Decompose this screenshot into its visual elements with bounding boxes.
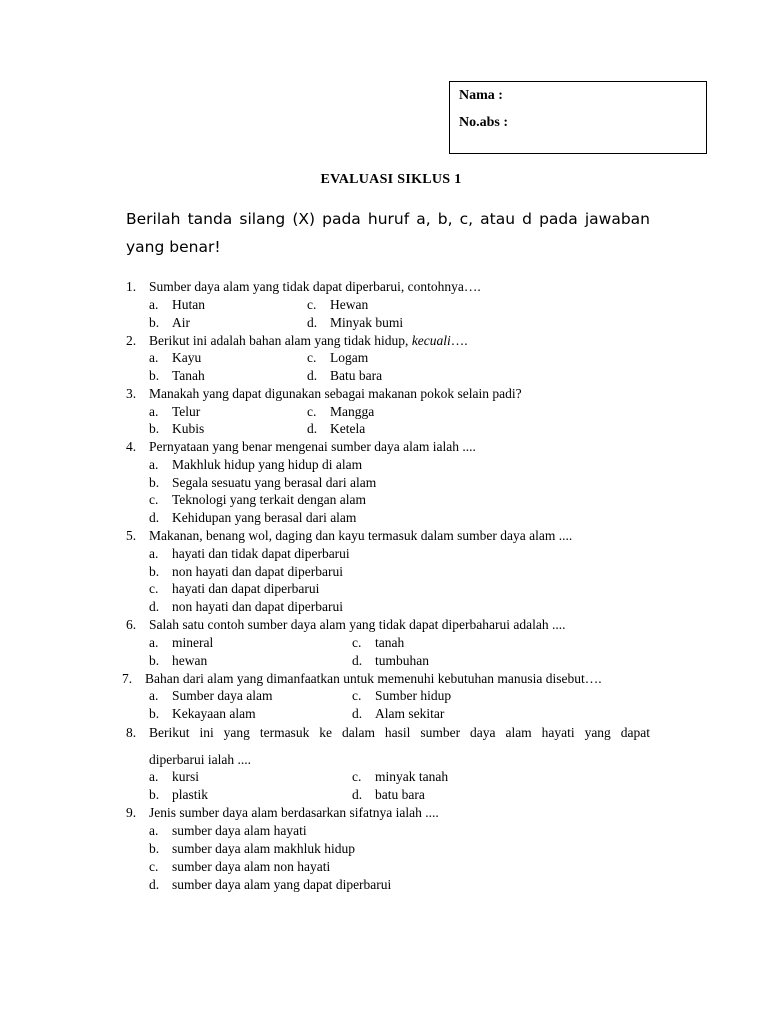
- question-text: Jenis sumber daya alam berdasarkan sifatnya ialah ....: [149, 805, 439, 820]
- question-text: Berikut ini yang termasuk ke dalam hasil sumber daya alam hayati yang dapat: [149, 725, 650, 740]
- question-text: Salah satu contoh sumber daya alam yang tidak dapat diperbaharui adalah ....: [149, 617, 566, 632]
- number-label: No.abs :: [459, 115, 509, 130]
- page-title: EVALUASI SIKLUS 1: [320, 172, 462, 187]
- question-number: 3.: [126, 386, 137, 401]
- question-number: 1.: [126, 279, 137, 294]
- question-text-line2: diperbarui ialah ....: [149, 752, 251, 767]
- question-number: 6.: [126, 617, 137, 632]
- question-text: Berikut ini adalah bahan alam yang tidak hidup, kecuali….: [149, 333, 468, 348]
- emphasis-text: kecuali: [411, 333, 451, 348]
- question-text: Makanan, benang wol, daging dan kayu termasuk dalam sumber daya alam ....: [149, 528, 573, 543]
- question-text: Manakah yang dapat digunakan sebagai makanan pokok selain padi?: [149, 386, 522, 401]
- question-number: 4.: [126, 439, 137, 454]
- question-number: 7.: [122, 671, 133, 686]
- question-text: Bahan dari alam yang dimanfaatkan untuk memenuhi kebutuhan manusia disebut….: [145, 671, 602, 686]
- question-text: Sumber daya alam yang tidak dapat diperbarui, contohnya….: [149, 279, 481, 294]
- question-text: Pernyataan yang benar mengenai sumber daya alam ialah ....: [149, 439, 476, 454]
- instruction-text: Berilah tanda silang (X) pada huruf a, b, c, atau d pada jawaban yang benar!: [126, 210, 650, 256]
- question-number: 5.: [126, 528, 137, 543]
- question-number: 2.: [126, 333, 137, 348]
- question-number: 8.: [126, 725, 137, 740]
- question-number: 9.: [126, 805, 137, 820]
- question-list: 1. Sumber daya alam yang tidak dapat diperbarui, contohnya…. a. Hutan c. Hewan b. Air d. Minyak bumi 2. Berikut ini adalah bahan alam yang tidak hidup, kecuali…. a. Kayu c. Logam b. Tanah d. Batu bara 3. Manakah yang dapat digunakan sebagai makanan pokok selain padi? a. Telur c. Mangga b. Kubis d. Ketela 4. Pernyataan yang benar mengenai sumber daya alam ialah .... a. Makhluk hidup yang hidup di alam b. Segala sesuatu yang berasal dari alam c. Teknologi yang terkait dengan alam d. Kehidupan yang berasal dari alam 5. Makanan, benang wol, daging dan kayu termasuk dalam sumber daya alam .... a. hayati dan tidak dapat diperbarui b. non hayati dan dapat diperbarui c. hayati dan dapat diperbarui d. non hayati dan dapat diperbarui 6. Salah satu contoh sumber daya alam yang tidak dapat diperbaharui adalah .... a. mineral c. tanah b. hewan d. tumbuhan 7. Bahan dari alam yang dimanfaatkan untuk memenuhi kebutuhan manusia disebut…. a. Sumber daya alam c. Sumber hidup b. Kekayaan alam d. Alam sekitar 8. Berikut ini yang termasuk ke dalam hasil sumber daya alam hayati yang dapat diperbarui ialah .... a. kursi c. minyak tanah b. plastik d. batu bara 9. Jenis sumber daya alam berdasarkan sifatnya ialah .... a. sumber daya alam hayati b. sumber daya alam makhluk hidup c. sumber daya alam non hayati d. sumber daya alam yang dapat diperbarui: [122, 279, 650, 892]
- name-label: Nama :: [459, 88, 503, 103]
